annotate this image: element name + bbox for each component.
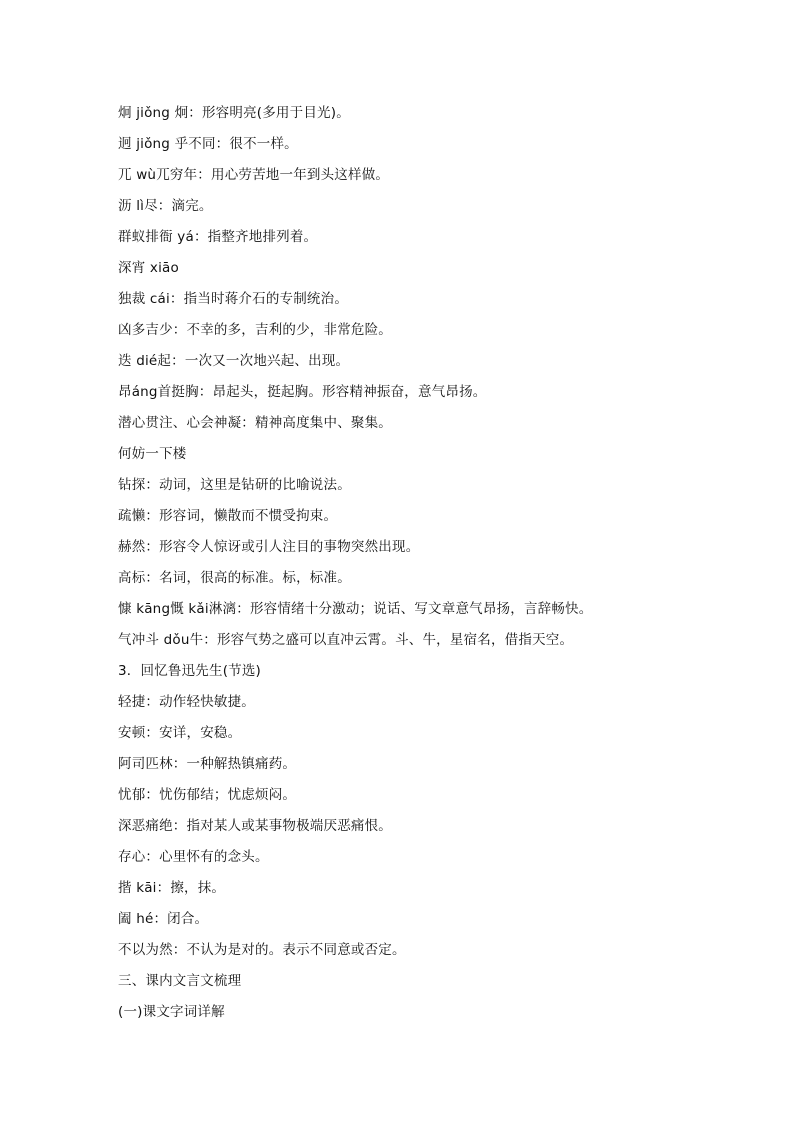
text-line: 兀 wù兀穷年：用心劳苦地一年到头这样做。 bbox=[118, 167, 390, 183]
section-heading: 三、课内文言文梳理 bbox=[118, 973, 242, 989]
text-line: 沥 lì尽：滴完。 bbox=[118, 198, 213, 214]
text-line: 炯 jiǒng 炯：形容明亮(多用于目光)。 bbox=[118, 105, 350, 121]
text-line: 群蚁排衙 yá：指整齐地排列着。 bbox=[118, 229, 318, 245]
text-line: 迭 dié起：一次又一次地兴起、出现。 bbox=[118, 353, 350, 369]
text-line: 不以为然：不认为是对的。表示不同意或否定。 bbox=[118, 942, 406, 958]
text-line: 深恶痛绝：指对某人或某事物极端厌恶痛恨。 bbox=[118, 818, 392, 834]
text-line: 疏懒：形容词，懒散而不惯受拘束。 bbox=[118, 508, 338, 524]
text-line: 钻探：动词，这里是钻研的比喻说法。 bbox=[118, 477, 351, 493]
subsection-heading: (一)课文字词详解 bbox=[118, 1004, 225, 1020]
text-line: 迥 jiǒng 乎不同：很不一样。 bbox=[118, 136, 298, 152]
text-line: 阖 hé：闭合。 bbox=[118, 911, 209, 927]
text-line: 轻捷：动作轻快敏捷。 bbox=[118, 694, 255, 710]
text-line: 凶多吉少：不幸的多，吉利的少，非常危险。 bbox=[118, 322, 392, 338]
section-title: 3．回忆鲁迅先生(节选) bbox=[118, 663, 262, 679]
text-line: 安顿：安详，安稳。 bbox=[118, 725, 242, 741]
text-line: 存心：心里怀有的念头。 bbox=[118, 849, 269, 865]
text-line: 慷 kāng慨 kǎi淋漓：形容情绪十分激动；说话、写文章意气昂扬，言辞畅快。 bbox=[118, 601, 593, 617]
text-line: 独裁 cái：指当时蒋介石的专制统治。 bbox=[118, 291, 349, 307]
text-line: 赫然：形容令人惊讶或引人注目的事物突然出现。 bbox=[118, 539, 420, 555]
vocabulary-notes bbox=[118, 98, 758, 1028]
text-line: 忧郁：忧伤郁结；忧虑烦闷。 bbox=[118, 787, 297, 803]
text-line: 揩 kāi：擦，抹。 bbox=[118, 880, 226, 896]
section-title: 深宵 xiāo bbox=[118, 260, 179, 276]
text-line: 阿司匹林：一种解热镇痛药。 bbox=[118, 756, 297, 772]
text-line: 高标：名词，很高的标准。标，标准。 bbox=[118, 570, 351, 586]
text-line: 潜心贯注、心会神凝：精神高度集中、聚集。 bbox=[118, 415, 392, 431]
text-line: 气冲斗 dǒu牛：形容气势之盛可以直冲云霄。斗、牛，星宿名，借指天空。 bbox=[118, 632, 574, 648]
text-line: 昂áng首挺胸：昂起头，挺起胸。形容精神振奋，意气昂扬。 bbox=[118, 384, 487, 400]
section-title: 何妨一下楼 bbox=[118, 446, 187, 462]
